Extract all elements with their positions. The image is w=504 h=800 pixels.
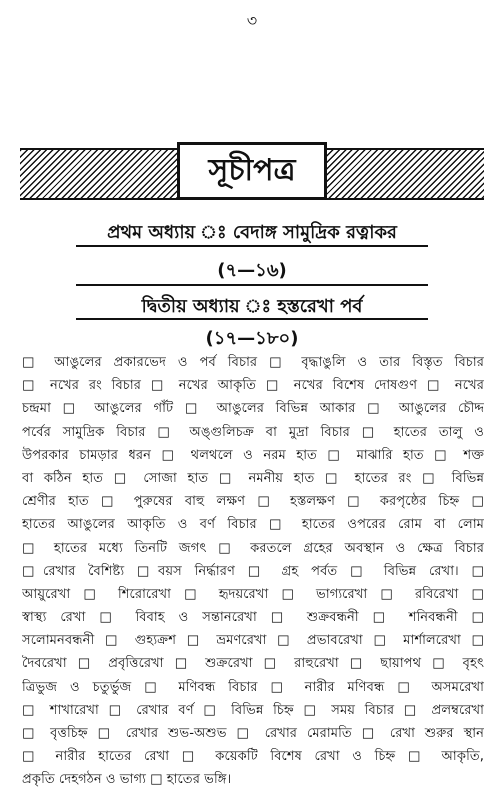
divider-rule xyxy=(76,245,428,247)
chapter-2-page-range: (১৭—১৮০) xyxy=(205,328,299,349)
contents-line: উপরকার চামড়ার ধরন □ থলথলে ও নরম হাত □ মাঝারি হাত □ শক্ত xyxy=(22,447,484,463)
chapter-1-heading: প্রথম অধ্যায় ঃ বেদাঙ্গ সামুদ্রিক রত্নাকর xyxy=(107,222,397,243)
contents-line: □ বৃত্তচিহ্ন □ রেখার শুভ-অশুভ □ রেখার মেরামতি □ রেখা শুরুর স্থান xyxy=(22,726,484,741)
contents-line: আয়ুরেখা □ শিরোরেখা □ হৃদয়রেখা □ ভাগ্যরেখা □ রবিরেখা □ xyxy=(22,586,484,602)
contents-list xyxy=(22,351,484,792)
contents-line: □ নারীর হাতের রেখা □ কয়েকটি বিশেষ রেখা ও চিহ্ন □ আকৃতি, xyxy=(22,749,484,765)
contents-line: হাতের আঙুলের আকৃতি ও বর্ণ বিচার □ হাতের ওপরের রোম বা লোম xyxy=(22,517,484,533)
contents-line: বা কঠিন হাত □ সোজা হাত □ নমনীয় হাত □ হাতের রং □ বিভিন্ন xyxy=(22,470,484,486)
contents-line: □ শাখারেখা □ রেখার বর্ণ □ বিভিন্ন চিহ্ন □ সময় বিচার □ প্রলম্বরেখা xyxy=(22,702,484,718)
page-title: সূচীপত্র xyxy=(177,142,327,200)
chapter-2-heading: দ্বিতীয় অধ্যায় ঃ হস্তরেখা পর্ব xyxy=(141,296,363,317)
contents-line: দৈবরেখা □ প্রবৃত্তিরেখা □ শুক্ররেখা □ রাহুরেখা □ ছায়াপথ □ বৃহৎ xyxy=(22,656,484,672)
contents-line: স্বাস্থ্য রেখা □ বিবাহ ও সন্তানরেখা □ শুক্রবন্ধনী □ শনিবন্ধনী □ xyxy=(22,610,484,626)
contents-line: □ আঙুলের প্রকারভেদ ও পর্ব বিচার □ বৃদ্ধাঙুলি ও তার বিস্তৃত বিচার xyxy=(22,355,484,370)
divider-rule xyxy=(76,318,428,320)
contents-line: সলোমনবন্ধনী □ গুহ্যক্রশ □ ভ্রমণরেখা □ প্রভাবরেখা □ মার্শালরেখা □ xyxy=(22,633,484,649)
chapter-1-page-range: (৭—১৬) xyxy=(217,260,287,281)
contents-line: প্রকৃতি দেহগঠন ও ভাগ্য □ হাতের ভঙ্গি। xyxy=(22,772,232,788)
contents-line: চন্দ্রমা □ আঙুলের গাঁট □ আঙুলের বিভিন্ন আকার □ আঙুলের চৌদ্দ xyxy=(22,401,484,417)
contents-line: ত্রিভুজ ও চতুর্ভুজ □ মণিবন্ধ বিচার □ নারীর মণিবন্ধ □ অসমরেখা xyxy=(22,679,484,695)
contents-line: শ্রেণীর হাত □ পুরুষের বাহু লক্ষণ □ হস্তলক্ষণ □ করপৃষ্ঠের চিহ্ন □ xyxy=(22,494,484,510)
contents-line: □রেখার বৈশিষ্ট্য □বয়স নির্দ্ধারণ □ গ্রহ পর্বত □ বিভিন্ন রেখা। □ xyxy=(22,563,484,579)
divider-rule xyxy=(76,284,428,286)
contents-line: পর্বের সামুদ্রিক বিচার □ অঙ্গুলিচক্র বা মুদ্রা বিচার □ হাতের তালু ও xyxy=(22,424,484,440)
page-number: ৩ xyxy=(246,11,258,30)
contents-line: □ হাতের মধ্যে তিনটি জগৎ □ করতলে গ্রহের অবস্থান ও ক্ষেত্র বিচার xyxy=(22,540,484,556)
contents-line: □ নখের রং বিচার □ নখের আকৃতি □ নখের বিশেষ দোষগুণ □ নখের xyxy=(22,378,484,394)
